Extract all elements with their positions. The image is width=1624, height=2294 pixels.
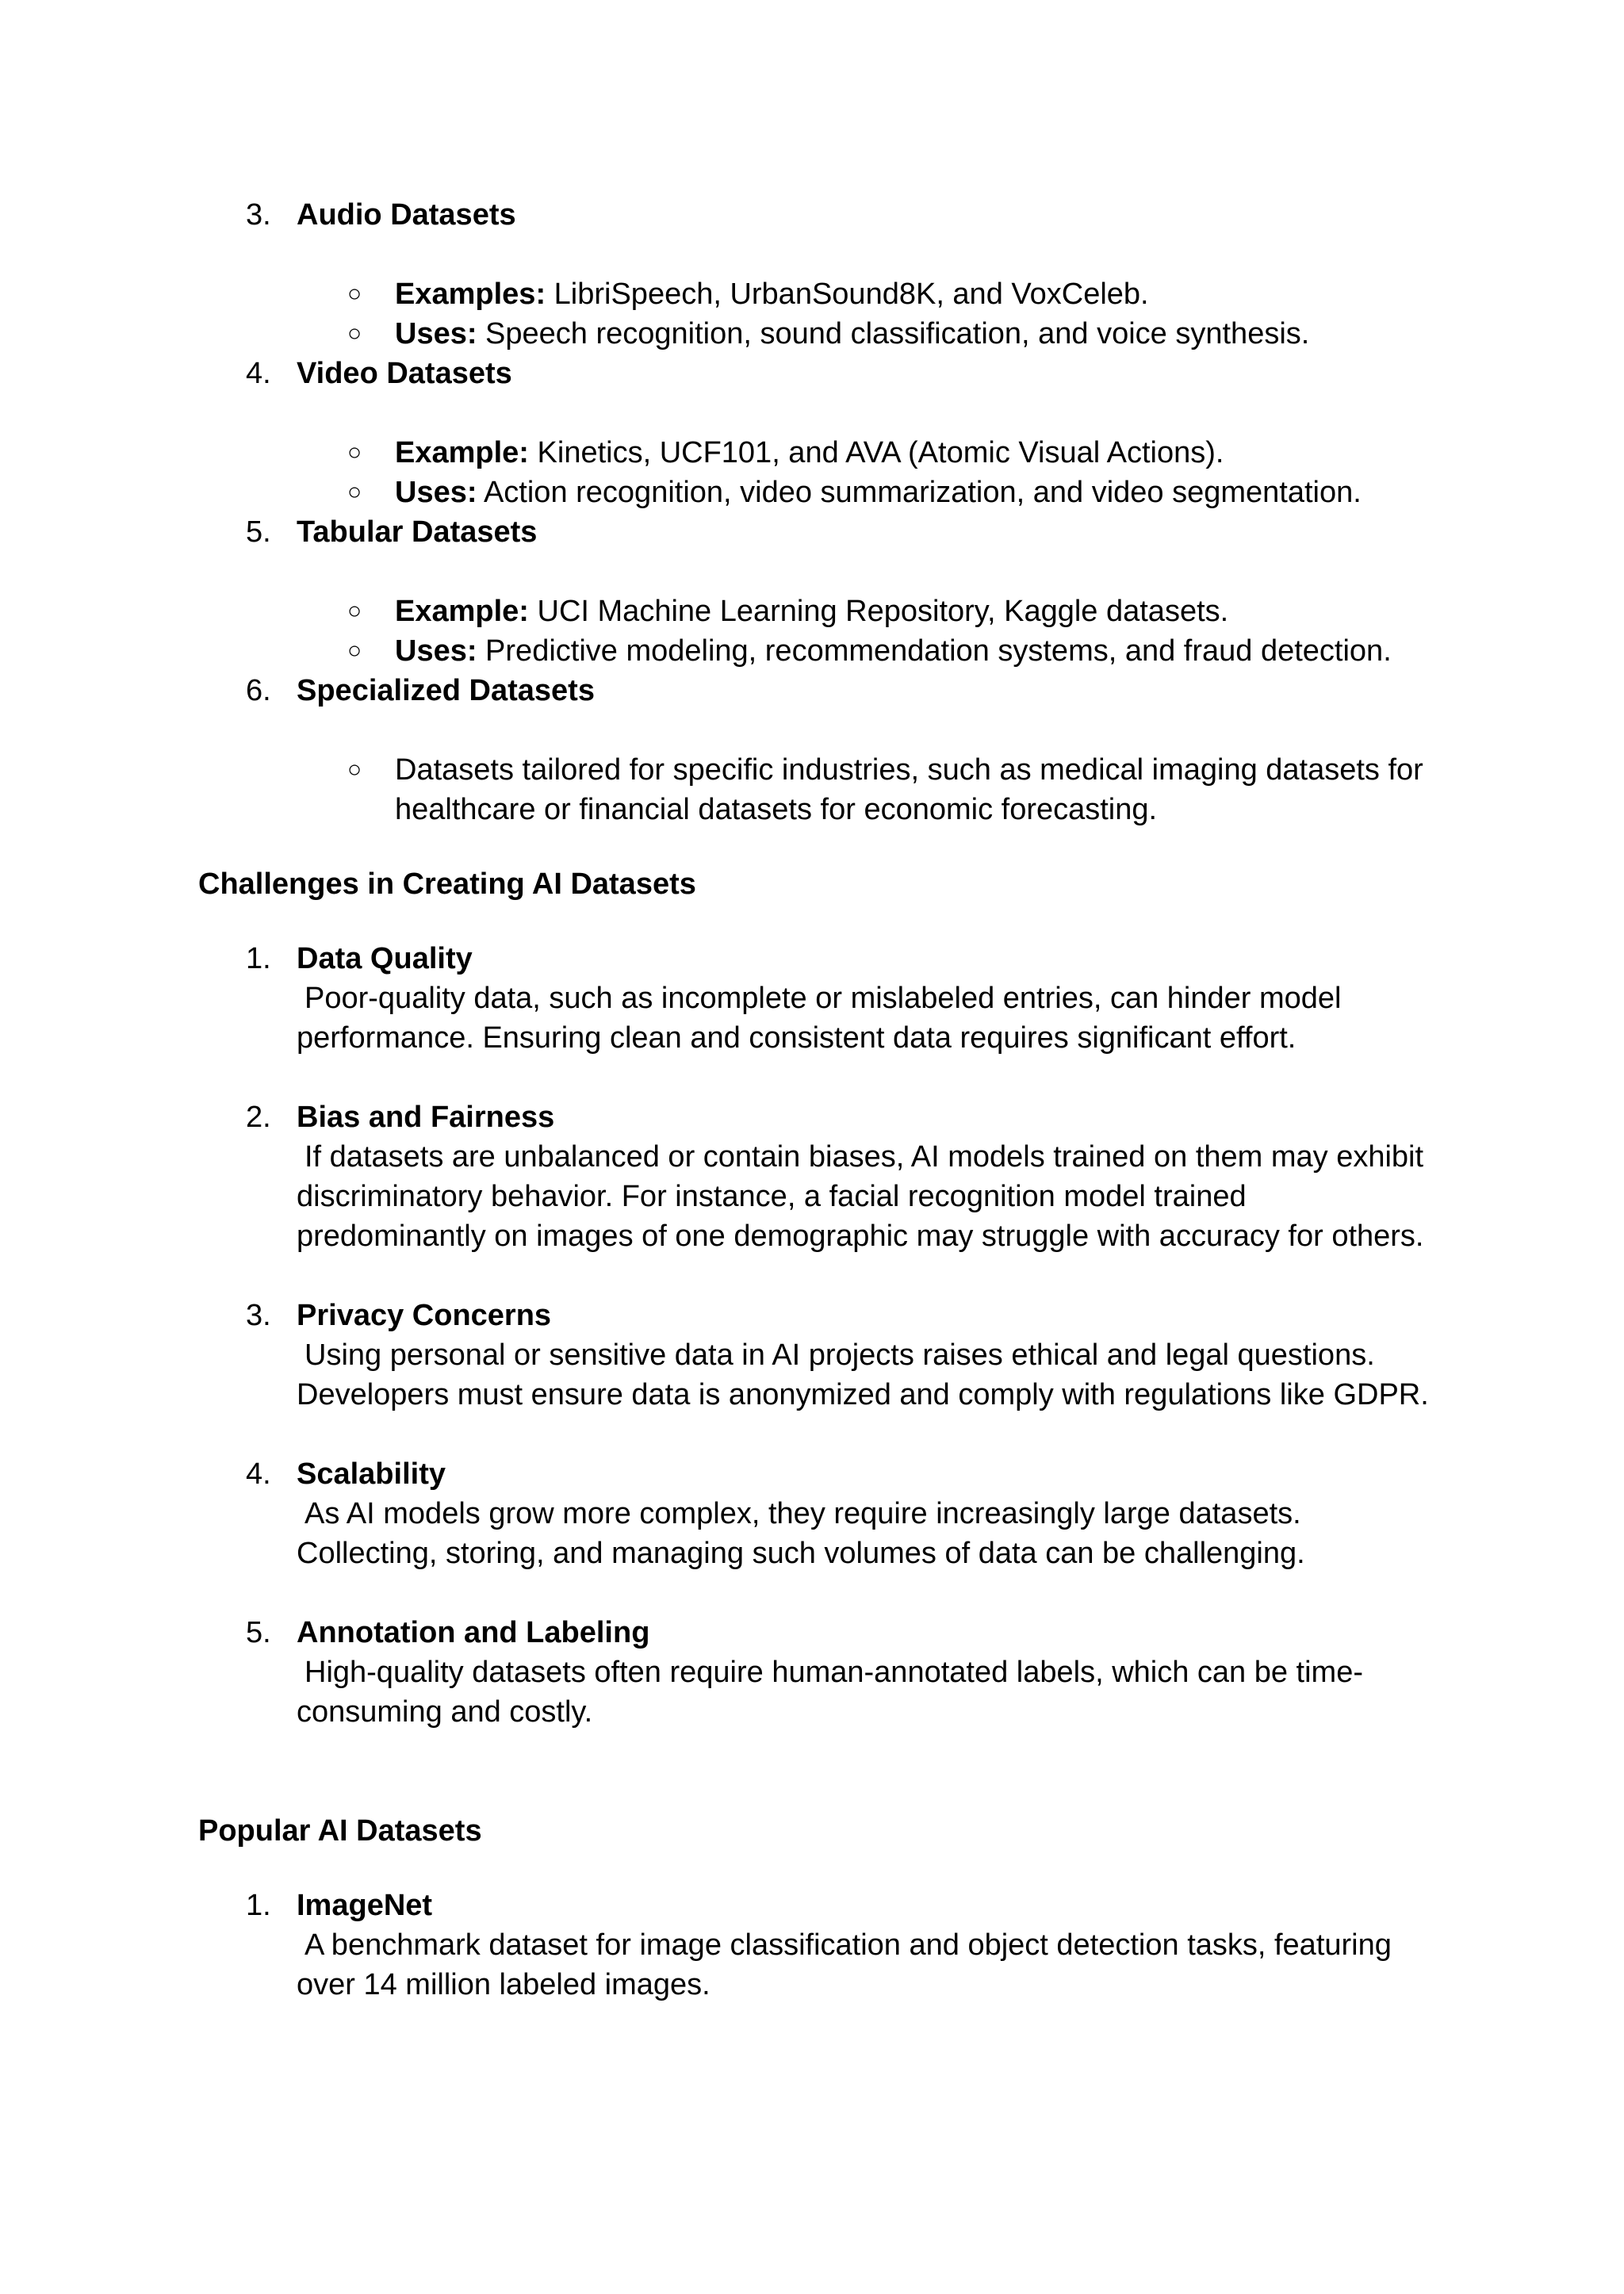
list-number: 4. <box>246 1457 271 1491</box>
list-item-title: Specialized Datasets <box>297 674 595 707</box>
list-number: 4. <box>246 357 271 390</box>
hollow-bullet-icon: ○ <box>347 320 362 347</box>
bullet-text: UCI Machine Learning Repository, Kaggle datasets. <box>528 595 1229 628</box>
list-item-body: Using personal or sensitive data in AI projects raises ethical and legal questions. Developers must ensure data is anonymized and comply with regulations like GDPR. <box>297 1338 1429 1411</box>
list-number: 1. <box>246 942 271 975</box>
bullet-label: Example: <box>395 436 529 469</box>
list-item-title: ImageNet <box>297 1889 433 1922</box>
challenge-item <box>198 939 1435 1058</box>
dataset-type-audio <box>198 195 1435 235</box>
list-item-title: Video Datasets <box>297 357 512 390</box>
hollow-bullet-icon: ○ <box>347 638 362 664</box>
list-item <box>198 750 1435 829</box>
bullet-text: Speech recognition, sound classification, and voice synthesis. <box>477 317 1310 350</box>
list-item <box>198 274 1435 314</box>
sub-list <box>198 433 1435 512</box>
dataset-type-tabular <box>198 512 1435 552</box>
dataset-type-specialized <box>198 671 1435 710</box>
bullet-text: Action recognition, video summarization, and video segmentation. <box>477 476 1362 509</box>
hollow-bullet-icon: ○ <box>347 479 362 505</box>
list-number: 5. <box>246 515 271 549</box>
section-heading-popular: Popular AI Datasets <box>198 1814 482 1848</box>
list-item-title: Annotation and Labeling <box>297 1616 650 1649</box>
challenge-item <box>198 1613 1435 1732</box>
bullet-text: LibriSpeech, UrbanSound8K, and VoxCeleb. <box>546 278 1149 311</box>
section-heading-challenges: Challenges in Creating AI Datasets <box>198 867 696 901</box>
bullet-label: Example: <box>395 595 529 628</box>
list-item-title: Privacy Concerns <box>297 1299 552 1332</box>
list-item <box>198 433 1435 473</box>
challenge-item <box>198 1454 1435 1573</box>
sub-list <box>198 750 1435 829</box>
bullet-text: Kinetics, UCF101, and AVA (Atomic Visual Actions). <box>528 436 1224 469</box>
list-number: 3. <box>246 1299 271 1332</box>
list-item-title: Audio Datasets <box>297 198 516 232</box>
list-item-title: Bias and Fairness <box>297 1101 555 1134</box>
list-item <box>198 631 1435 671</box>
list-number: 2. <box>246 1101 271 1134</box>
bullet-label: Examples: <box>395 278 546 311</box>
list-item-body: A benchmark dataset for image classification and object detection tasks, featuring over 14 million labeled images. <box>297 1928 1392 2001</box>
bullet-label: Uses: <box>395 317 477 350</box>
sub-list <box>198 592 1435 671</box>
dataset-type-video <box>198 354 1435 393</box>
popular-dataset-item <box>198 1886 1435 2005</box>
bullet-text: Predictive modeling, recommendation systems, and fraud detection. <box>477 634 1392 668</box>
sub-list <box>198 274 1435 354</box>
bullet-label: Uses: <box>395 634 477 668</box>
list-item-title: Tabular Datasets <box>297 515 538 549</box>
document-page <box>198 195 1435 2005</box>
list-number: 3. <box>246 198 271 232</box>
list-item-body: Poor-quality data, such as incomplete or mislabeled entries, can hinder model performance. Ensuring clean and consistent data requires significant effort. <box>297 982 1342 1055</box>
list-item-title: Data Quality <box>297 942 473 975</box>
hollow-bullet-icon: ○ <box>347 598 362 624</box>
hollow-bullet-icon: ○ <box>347 439 362 465</box>
bullet-text: Datasets tailored for specific industries, such as medical imaging datasets for healthcare or financial datasets for economic forecasting. <box>395 753 1423 826</box>
list-item-title: Scalability <box>297 1457 446 1491</box>
list-item-body: If datasets are unbalanced or contain biases, AI models trained on them may exhibit discriminatory behavior. For instance, a facial recognition model trained predominantly on images of one demographic may struggle with accuracy for others. <box>297 1140 1424 1253</box>
hollow-bullet-icon: ○ <box>347 756 362 783</box>
list-item <box>198 473 1435 512</box>
challenge-item <box>198 1296 1435 1415</box>
list-item <box>198 314 1435 354</box>
list-item-body: As AI models grow more complex, they require increasingly large datasets. Collecting, storing, and managing such volumes of data can be challenging. <box>297 1497 1305 1570</box>
list-number: 1. <box>246 1889 271 1922</box>
bullet-label: Uses: <box>395 476 477 509</box>
hollow-bullet-icon: ○ <box>347 281 362 307</box>
list-number: 5. <box>246 1616 271 1649</box>
list-number: 6. <box>246 674 271 707</box>
list-item <box>198 592 1435 631</box>
list-item-body: High-quality datasets often require human-annotated labels, which can be time-consuming and costly. <box>297 1656 1363 1729</box>
challenge-item <box>198 1097 1435 1256</box>
